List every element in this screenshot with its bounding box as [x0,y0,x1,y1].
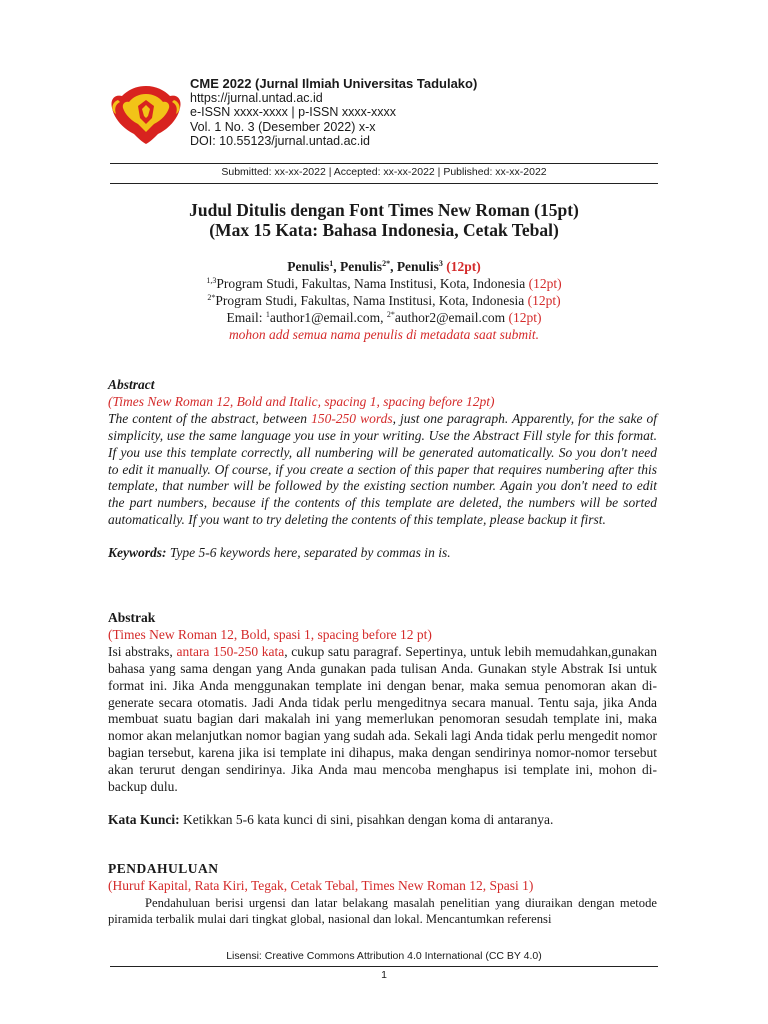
author-1: Penulis [287,259,330,274]
journal-header [190,77,477,148]
author-block [110,258,658,343]
footer-rule [110,966,658,967]
university-logo [108,80,184,146]
author-2: Penulis [340,259,383,274]
journal-volume: Vol. 1 No. 3 (Desember 2022) x-x [190,119,376,134]
intro-heading: PENDAHULUAN [108,861,219,876]
license-footer: Lisensi: Creative Commons Attribution 4.0 International (CC BY 4.0) [226,950,542,962]
affiliation-1: $^{1,3}$Program Studi, Fakultas, Nama Institusi, Kota, Indonesia (12pt) [206,276,562,291]
author-3: Penulis [396,259,439,274]
abstract-format-note: (Times New Roman 12, Bold and Italic, spacing 1, spacing before 12pt) [108,393,495,409]
abstrak-heading: Abstrak [108,610,156,625]
metadata-note: mohon add semua nama penulis di metadata saat submit. [228,327,540,342]
abstrak-keywords: Kata Kunci: Ketikkan 5-6 kata kunci di sini, pisahkan dengan koma di antaranya. [108,811,554,827]
abstrak-format-note: (Times New Roman 12, Bold, spasi 1, spacing before 12 pt) [108,626,432,642]
author-emails: Email: $^1$author1@email.com, $^{2*}$author2@email.com (12pt) [226,310,542,325]
author-size-note: (12pt) [446,259,481,274]
abstrak-section [108,610,657,829]
paper-title [110,200,658,240]
email-1[interactable]: author1@email.com, [269,310,384,325]
submission-dates: Submitted: xx-xx-2022 | Accepted: xx-xx-2022 | Published: xx-xx-2022 [221,166,547,178]
title-line-2: (Max 15 Kata: Bahasa Indonesia, Cetak Tebal) [209,220,559,240]
journal-url[interactable]: https://jurnal.untad.ac.id [190,91,323,106]
intro-format-note: (Huruf Kapital, Rata Kiri, Tegak, Cetak Tebal, Times New Roman 12, Spasi 1) [108,877,534,893]
email-2[interactable]: author2@email.com [394,310,506,325]
intro-text: Pendahuluan berisi urgensi dan latar belakang masalah penelitian yang diuraikan dengan metode piramida terbalik mulai dari tingkat global, nasional dan lokal. Mencantumkan referensi [108,895,657,927]
abstract-heading: Abstract [108,377,155,392]
abstract-text: The content of the abstract, between 150-250 words, just one paragraph. Apparently, for the sake of simplicity, use the same language you use in your writing. Use the Abstract Fill style for this format. If you use this template correctly, all numbering will be generated automatically. So you don't need to edit it manually. Of course, if you create a section of this paper that requires numbering after this template, that number will be followed by the existing section number. Again you don't need to edit the part numbers, because if the contents of this template are deleted, the numbers will be sorted automatically. If you want to try deleting the contents of this template, please backup it first. [108,410,657,528]
title-line-1: Judul Ditulis dengan Font Times New Roman (15pt) [189,200,579,220]
page-number: 1 [381,969,387,981]
logo-emblem-icon [111,86,180,144]
affiliation-2: $^{2*}$Program Studi, Fakultas, Nama Institusi, Kota, Indonesia (12pt) [207,293,561,308]
abstract-keywords: Keywords: Type 5-6 keywords here, separated by commas in is. [108,545,451,561]
author-names: Penulis$^1$, Penulis$^{2*}$, Penulis$^3$ (12pt) [287,259,481,274]
abstrak-text: Isi abstraks, antara 150-250 kata, cukup satu paragraf. Sepertinya, untuk lebih memudahkan,gunakan bahasa yang sama dengan yang Anda gunakan pada tulisan Anda. Gunakan style Abstrak Isi untuk format ini. Jika Anda menggunakan template ini dengan benar, maka semua penomoran akan di-generate secara otomatis. Jadi Anda tidak perlu mengeditnya secara manual. Tentu saja, jika Anda membuat suatu bagian dari makalah ini yang memerlukan penomoran sesudah template ini, maka nomor akan melanjutkan nomor bagian yang sudah ada. Sekali lagi Anda tidak perlu mengedit nomor bagian tersebut, karena jika isi template ini dihapus, maka dengan sendirinya nomor-nomor tersebut akan terurut dengan sendirinya. Jika Anda mau mencoba menghapus isi template ini, mohon di-backup dulu. [108,643,658,795]
journal-doi[interactable]: DOI: 10.55123/jurnal.untad.ac.id [190,133,370,148]
header-rule-top [110,163,658,164]
abstract-section [108,377,657,562]
journal-name: CME 2022 (Jurnal Ilmiah Universitas Tadulako) [190,76,478,91]
intro-section [108,861,657,928]
header-rule-bottom [110,183,658,184]
journal-issn: e-ISSN xxxx-xxxx | p-ISSN xxxx-xxxx [190,105,397,120]
